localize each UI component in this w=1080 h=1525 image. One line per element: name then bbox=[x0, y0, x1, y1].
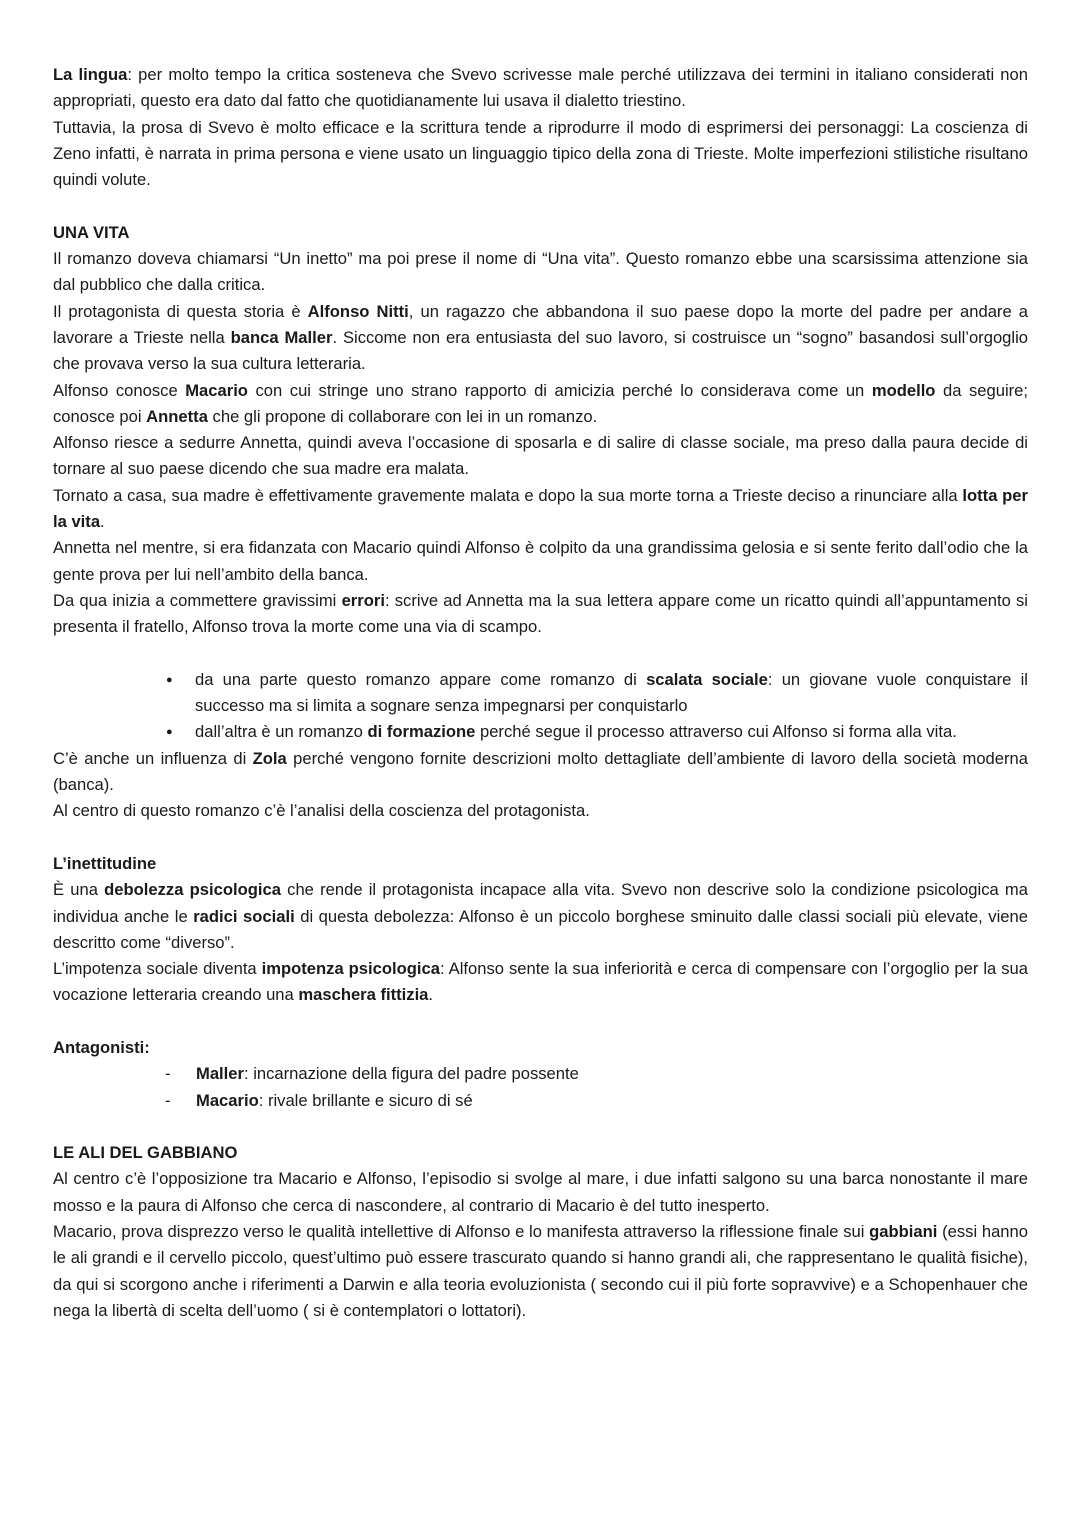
lingua-paragraph-2: Tuttavia, la prosa di Svevo è molto efficace e la scrittura tende a riprodurre il modo di esprimersi dei personaggi: La coscienza di Zeno infatti, è narrata in prima persona e viene usato un linguaggio tipico della zona di Trieste. Molte imperfezioni stilistiche risultano quindi volute. bbox=[53, 117, 1028, 190]
list-item: - Maller: incarnazione della figura del padre possente bbox=[196, 1061, 1028, 1087]
una-vita-paragraph-5: Tornato a casa, sua madre è effettivamente gravemente malata e dopo la sua morte torna a Trieste deciso a rinunciare alla lotta per la vita. bbox=[53, 485, 1028, 532]
una-vita-paragraph-6: Annetta nel mentre, si era fidanzata con Macario quindi Alfonso è colpito da una grandissima gelosia e si sente ferito dall’odio che la gente prova per lui nell’ambito della banca. bbox=[53, 538, 1028, 584]
inettitudine-paragraph-2: L’impotenza sociale diventa impotenza psicologica: Alfonso sente la sua inferiorità e cerca di compensare con l’orgoglio per la sua vocazione letteraria creando una maschera fittizia. bbox=[53, 959, 1028, 1005]
lingua-label: La lingua bbox=[53, 65, 128, 84]
una-vita-paragraph-7: Da qua inizia a commettere gravissimi errori: scrive ad Annetta ma la sua lettera appare come un ricatto quindi all’appuntamento si presenta il fratello, Alfonso trova la morte come una via di scampo. bbox=[53, 590, 1028, 637]
section-heading-inettitudine: L’inettitudine bbox=[53, 853, 157, 873]
una-vita-paragraph-4: Alfonso riesce a sedurre Annetta, quindi aveva l’occasione di sposarla e di salire di classe sociale, ma preso dalla paura decide di tornare al suo paese dicendo che sua madre era malata. bbox=[53, 433, 1028, 479]
antagonisti-list bbox=[53, 1061, 1028, 1114]
una-vita-paragraph-2: Il protagonista di questa storia è Alfonso Nitti, un ragazzo che abbandona il suo paese dopo la morte del padre per andare a lavorare a Trieste nella banca Maller. Siccome non era entusiasta del suo lavoro, si costruisce un “sogno” basandosi sull’orgoglio che provava verso la sua cultura letteraria. bbox=[53, 301, 1028, 374]
section-heading-gabbiano: LE ALI DEL GABBIANO bbox=[53, 1143, 238, 1163]
gabbiano-paragraph-2: Macario, prova disprezzo verso le qualità intellettive di Alfonso e lo manifesta attraverso la riflessione finale sui gabbiani (essi hanno le ali grandi e il cervello piccolo, quest’ultimo può essere trascurato quando si hanno grandi ali, che rappresentano le qualità fisiche), da qui si scorgono anche i riferimenti a Darwin e alla teoria evoluzionista ( secondo cui il più forte sopravvive) e a Schopenhauer che nega la libertà di scelta dell’uomo ( si è contemplatori o lottatori). bbox=[53, 1222, 1028, 1320]
list-item: ● da una parte questo romanzo appare come romanzo di scalata sociale: un giovane vuole conquistare il successo ma si limita a sognare senza impegnarsi per conquistarlo bbox=[195, 667, 1028, 720]
lingua-paragraph-1: La lingua: per molto tempo la critica sosteneva che Svevo scrivesse male perché utilizzava dei termini in italiano considerati non appropriati, questo era dato dal fatto che quotidianamente lui usava il dialetto triestino. bbox=[53, 65, 1028, 111]
list-item: ● dall’altra è un romanzo di formazione perché segue il processo attraverso cui Alfonso si forma alla vita. bbox=[195, 719, 1028, 745]
una-vita-paragraph-9: Al centro di questo romanzo c’è l’analisi della coscienza del protagonista. bbox=[53, 801, 590, 821]
una-vita-paragraph-1: Il romanzo doveva chiamarsi “Un inetto” ma poi prese il nome di “Una vita”. Questo romanzo ebbe una scarsissima attenzione sia dal pubblico che dalla critica. bbox=[53, 249, 1028, 295]
una-vita-bullet-list bbox=[53, 667, 1028, 746]
inettitudine-paragraph-1: È una debolezza psicologica che rende il protagonista incapace alla vita. Svevo non descrive solo la condizione psicologica ma individua anche le radici sociali di questa debolezza: Alfonso è un piccolo borghese sminuito dalle classi sociali più elevate, viene descritto come “diverso”. bbox=[53, 880, 1028, 952]
gabbiano-paragraph-1: Al centro c’è l’opposizione tra Macario e Alfonso, l’episodio si svolge al mare, i due infatti salgono su una barca nonostante il mare mosso e la paura di Alfonso che cerca di nascondere, al contrario di Macario è del tutto inesperto. bbox=[53, 1169, 1028, 1215]
list-item: - Macario: rivale brillante e sicuro di sé bbox=[196, 1088, 1028, 1114]
una-vita-paragraph-3: Alfonso conosce Macario con cui stringe uno strano rapporto di amicizia perché lo considerava come un modello da seguire; conosce poi Annetta che gli propone di collaborare con lei in un romanzo. bbox=[53, 380, 1029, 426]
section-heading-antagonisti: Antagonisti: bbox=[53, 1037, 150, 1057]
una-vita-paragraph-8: C’è anche un influenza di Zola perché vengono fornite descrizioni molto dettagliate dell’ambiente di lavoro della società moderna (banca). bbox=[53, 748, 1028, 795]
section-heading-una-vita: UNA VITA bbox=[53, 222, 130, 242]
